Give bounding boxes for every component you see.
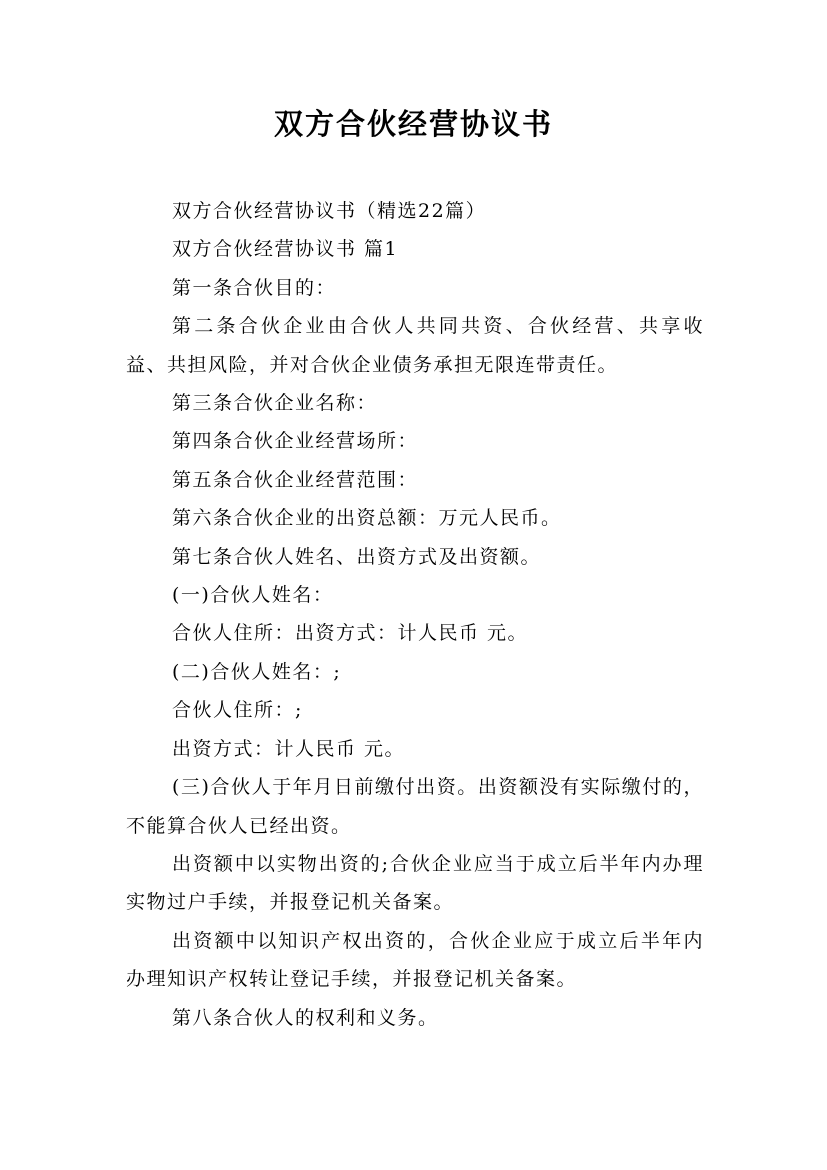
paragraph-partner-3-payment: (三)合伙人于年月日前缴付出资。出资额没有实际缴付的，不能算合伙人已经出资。: [126, 776, 704, 837]
paragraph-article-7: 第七条合伙人姓名、出资方式及出资额。: [172, 545, 542, 568]
paragraph-article-2: 第二条合伙企业由合伙人共同共资、合伙经营、共享收益、共担风险，并对合伙企业债务承担无限连带责任。: [126, 315, 704, 376]
paragraph-article-8: 第八条合伙人的权利和义务。: [172, 1006, 439, 1029]
paragraph-article-6: 第六条合伙企业的出资总额：万元人民币。: [172, 507, 562, 530]
document-title: 双方合伙经营协议书: [273, 107, 553, 141]
document-body: [126, 192, 704, 1037]
paragraph-article-5: 第五条合伙企业经营范围：: [172, 468, 419, 491]
paragraph-partner-2-address: 合伙人住所：;: [172, 699, 303, 722]
paragraph-article-1: 第一条合伙目的：: [172, 276, 337, 299]
paragraph-ip-contribution: 出资额中以知识产权出资的，合伙企业应于成立后半年内办理知识产权转让登记手续，并报登记机关备案。: [126, 929, 704, 991]
paragraph-partner-1-name: (一)合伙人姓名：: [172, 584, 334, 607]
paragraph-section-heading: 双方合伙经营协议书 篇1: [172, 238, 399, 261]
paragraph-in-kind-contribution: 出资额中以实物出资的;合伙企业应当于成立后半年内办理实物过户手续，并报登记机关备案。: [126, 852, 704, 914]
paragraph-partner-1-address: 合伙人住所：出资方式：计人民币 元。: [172, 622, 529, 645]
paragraph-subtitle: 双方合伙经营协议书（精选22篇）: [172, 200, 487, 222]
paragraph-article-4: 第四条合伙企业经营场所：: [172, 430, 419, 453]
paragraph-partner-2-contribution: 出资方式：计人民币 元。: [172, 737, 406, 760]
paragraph-partner-2-name: (二)合伙人姓名：;: [172, 660, 342, 683]
paragraph-article-3: 第三条合伙企业名称：: [172, 392, 378, 415]
